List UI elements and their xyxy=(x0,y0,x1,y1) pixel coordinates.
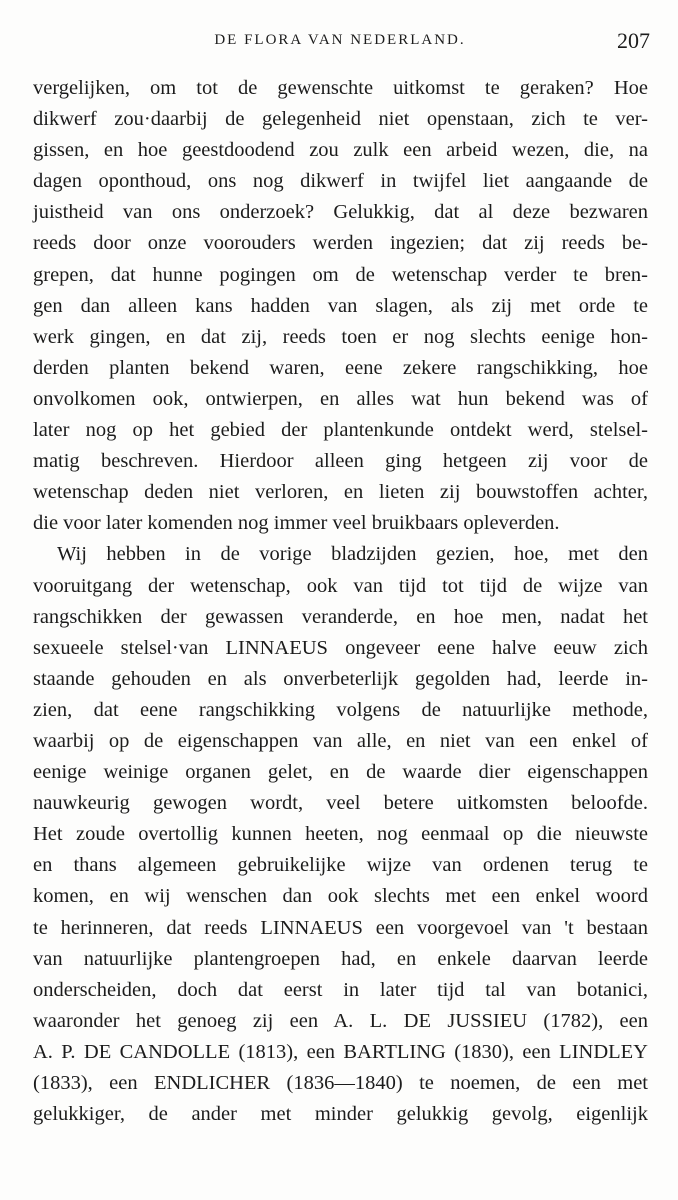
text-line: onderscheiden, doch dat eerst in later tijd tal van botanici, xyxy=(33,978,648,1001)
text-line: juistheid van ons onderzoek? Gelukkig, dat al deze bezwaren xyxy=(33,201,648,224)
text-line: sexueele stelsel·van LINNAEUS ongeveer eene halve eeuw zich xyxy=(33,636,648,659)
text-line: die voor later komenden nog immer veel bruikbaars opleverden. xyxy=(33,512,560,535)
page-number: 207 xyxy=(617,28,650,53)
text-line: gelukkiger, de ander met minder gelukkig gevolg, eigenlijk xyxy=(33,1103,648,1126)
running-head xyxy=(30,30,650,56)
text-line: nauwkeurig gewogen wordt, veel betere uitkomsten beloofde. xyxy=(33,792,648,815)
text-line: zien, dat eene rangschikking volgens de natuurlijke methode, xyxy=(33,698,648,721)
text-line: gissen, en hoe geestdoodend zou zulk een arbeid wezen, die, na xyxy=(33,139,648,162)
text-line: reeds door onze voorouders werden ingezien; dat zij reeds be- xyxy=(33,232,648,255)
text-line: gen dan alleen kans hadden van slagen, als zij met orde te xyxy=(33,294,648,317)
text-line: derden planten bekend waren, eene zekere rangschikking, hoe xyxy=(33,356,648,379)
text-line: matig beschreven. Hierdoor alleen ging hetgeen zij voor de xyxy=(33,450,648,473)
text-line: waarbij op de eigenschappen van alle, en niet van een enkel of xyxy=(33,729,648,752)
text-line: A. P. DE CANDOLLE (1813), een BARTLING (1830), een LINDLEY xyxy=(33,1040,648,1063)
text-line: later nog op het gebied der plantenkunde ontdekt werd, stelsel- xyxy=(33,419,648,442)
text-line: vergelijken, om tot de gewenschte uitkomst te geraken? Hoe xyxy=(33,77,648,99)
text-line: Het zoude overtollig kunnen heeten, nog eenmaal op die nieuwste xyxy=(33,823,648,846)
text-line: dikwerf zou·daarbij de gelegenheid niet openstaan, zich te ver- xyxy=(33,108,648,131)
text-line: en thans algemeen gebruikelijke wijze van ordenen terug te xyxy=(33,854,648,877)
body-text xyxy=(33,73,648,1130)
text-line: wetenschap deden niet verloren, en lieten zij bouwstoffen achter, xyxy=(33,481,648,504)
text-line: eenige weinige organen gelet, en de waarde dier eigenschappen xyxy=(33,761,648,784)
text-line: vooruitgang der wetenschap, ook van tijd tot tijd de wijze van xyxy=(33,574,648,597)
text-line: waaronder het genoeg zij een A. L. DE JUSSIEU (1782), een xyxy=(33,1009,648,1032)
text-line: werk gingen, en dat zij, reeds toen er nog slechts eenige hon- xyxy=(33,325,648,348)
text-line: van natuurlijke plantengroepen had, en enkele daarvan leerde xyxy=(33,947,648,970)
text-line: dagen oponthoud, ons nog dikwerf in twijfel liet aangaande de xyxy=(33,170,648,193)
text-line: (1833), een ENDLICHER (1836—1840) te noemen, de een met xyxy=(33,1072,648,1094)
text-line: grepen, dat hunne pogingen om de wetenschap verder te bren- xyxy=(33,263,648,286)
text-line: staande gehouden en als onverbeterlijk gegolden had, leerde in- xyxy=(33,667,648,690)
text-line: komen, en wij wenschen dan ook slechts met een enkel woord xyxy=(33,885,648,908)
text-line: Wij hebben in de vorige bladzijden gezien, hoe, met den xyxy=(57,543,648,566)
text-line: te herinneren, dat reeds LINNAEUS een voorgevoel van 't bestaan xyxy=(33,916,648,939)
running-title: DE FLORA VAN NEDERLAND. xyxy=(214,32,466,48)
text-line: onvolkomen ook, ontwierpen, en alles wat hun bekend was of xyxy=(33,387,648,410)
text-line: rangschikken der gewassen veranderde, en hoe men, nadat het xyxy=(33,605,648,628)
